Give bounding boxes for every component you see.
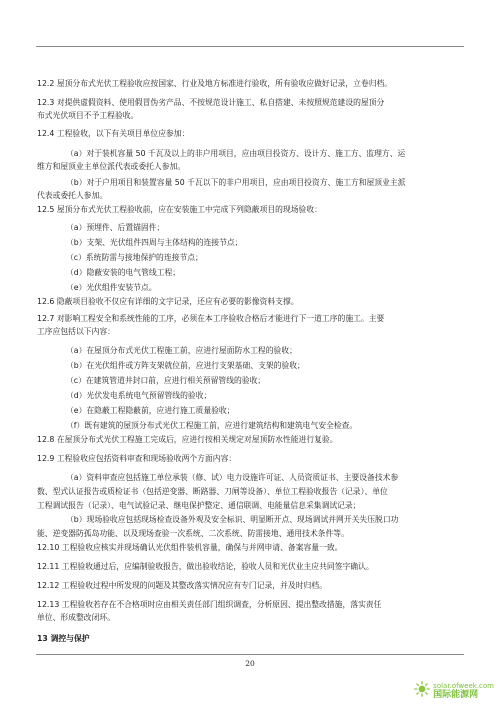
clause-12-9: 12.9 工程验收应包括资料审查和现场验收两个方面内容： [37, 454, 237, 463]
clause-12-8: 12.8 在屋顶分布式光伏工程施工完成后，应进行按相关规定对屋顶防水性能进行复验。 [37, 435, 338, 444]
clause-12-2: 12.2 屋顶分布式光伏工程验收应按国家、行业及地方标准进行验收，所有验收应做好记录，立卷归档。 [37, 79, 393, 88]
list-item-12-9-a-cont-1: 数、型式认证报告或质检证书（包括逆变器、断路器、刀闸等设备）、单位工程验收报告（记录）、单位 [37, 487, 388, 496]
list-item-12-7-b: （b）在光伏组件或方阵支架就位前，应进行支架基础、支架的验收； [66, 361, 305, 370]
clause-12-13: 12.13 工程验收若存在不合格项时应由相关责任部门组织调查，分析原因、提出整改措施，落实责任 [37, 600, 382, 609]
clause-12-4: 12.4 工程验收，以下有关项目单位应参加： [37, 129, 190, 138]
list-item-12-7-f: （f）既有建筑的屋顶分布式光伏工程施工前，应进行建筑结构和建筑电气安全检查。 [66, 421, 358, 430]
clause-12-7-cont: 工序应包括以下内容： [37, 327, 115, 336]
watermark-url: solar.ofweek.com [433, 682, 494, 690]
section-13-heading: 13 调控与保护 [37, 634, 90, 643]
list-item-12-9-b: （b）现场验收应包括现场检查设备外观及安全标识、明显断开点、现场调试并网开关失压脱口功 [66, 515, 399, 524]
list-item-12-4-a-cont: 维方和屋顶业主单位派代表或委托人参加。 [37, 162, 186, 171]
clause-12-13-cont: 单位、形成整改闭环。 [37, 613, 115, 622]
clause-12-3: 12.3 对提供虚假资料、使用假冒伪劣产品、不按规范设计施工、私自搭建、未按照规范建设的屋顶分 [37, 98, 385, 107]
list-item-12-7-c: （c）在建筑管道井封口前，应进行相关预留管线的验收； [66, 376, 266, 385]
clause-12-11: 12.11 工程验收通过后，应编制验收报告，做出验收结论，验收人员和光伏业主应共同签字确认。 [37, 562, 374, 571]
list-item-12-4-b: （b）对于户用项目和装置容量 50 千瓦以下的非户用项目，应由项目投资方、施工方和屋顶业主派 [66, 178, 406, 187]
clause-12-6: 12.6 隐蔽项目验收不仅应有详细的文字记录，还应有必要的影像资料支撑。 [37, 297, 299, 306]
list-item-12-7-a: （a）在屋顶分布式光伏工程施工前，应进行屋面防水工程的验收； [66, 346, 297, 355]
list-item-12-7-e: （e）在隐蔽工程隐蔽前，应进行施工质量验收； [66, 406, 235, 415]
list-item-12-7-d: （d）光伏发电系统电气预留管线的验收； [66, 391, 212, 400]
list-item-12-9-a: （a）资料审查应包括施工单位承装（修、试）电力设施许可证、人员资质证书、主要设备技术参 [66, 473, 399, 482]
list-item-12-9-a-cont-2: 工程调试报告（记录）、电气试验记录、继电保护整定、通信联调、电能量信息采集调试记录； [37, 501, 361, 510]
list-item-12-5-a: （a）预埋件、后置锚固件； [66, 223, 165, 232]
clause-12-10: 12.10 工程验收应核实并现场确认光伏组件装机容量，确保与并网申请、备案容量一致。 [37, 543, 343, 552]
watermark-brand: 国际能源网 [433, 690, 479, 700]
list-item-12-5-c: （c）系统防雷与接地保护的连接节点； [66, 253, 203, 262]
page-number: 20 [245, 659, 255, 668]
clause-12-3-cont: 布式光伏项目不予工程验收。 [37, 111, 139, 120]
clause-12-7: 12.7 对影响工程安全和系统性能的工序，必须在本工序验收合格后才能进行下一道工序的施工。主要 [37, 314, 385, 323]
solar-sun-icon [414, 681, 430, 701]
list-item-12-4-b-cont: 代表或委托人参加。 [37, 191, 108, 200]
list-item-12-5-d: （d）隐蔽安装的电气管线工程； [66, 268, 181, 277]
clause-12-12: 12.12 工程验收过程中所发现的问题及其整改落实情况应有专门记录，并及时归档。 [37, 581, 327, 590]
watermark-logo [414, 681, 494, 701]
list-item-12-5-e: （e）光伏组件安装节点。 [66, 283, 157, 292]
list-item-12-9-b-cont: 能、逆变器防孤岛功能、以及现场查验一次系统、二次系统、防雷接地、通用技术条件等。 [37, 529, 349, 538]
list-item-12-4-a: （a）对于装机容量 50 千瓦及以上的非户用项目，应由项目投资方、设计方、施工方、监理方、运 [66, 149, 406, 158]
list-item-12-5-b: （b）支架、光伏组件四周与主体结构的连接节点； [66, 238, 243, 247]
header-rule [36, 46, 464, 47]
footer-rule [36, 654, 464, 655]
clause-12-5: 12.5 屋顶分布式光伏工程验收前，应在安装施工中完成下列隐蔽项目的现场验收： [37, 205, 322, 214]
